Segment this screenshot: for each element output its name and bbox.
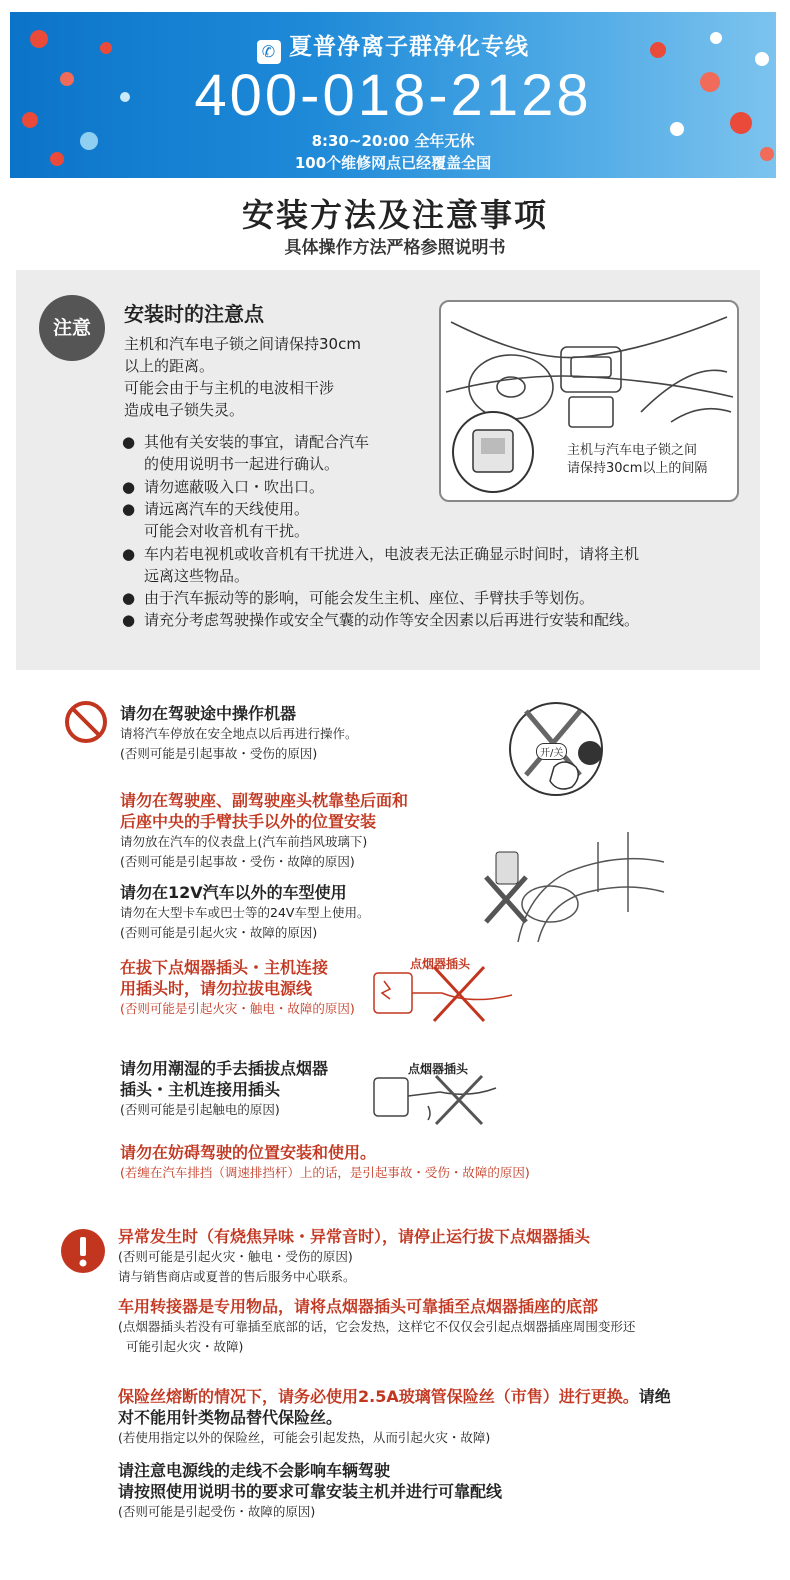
no-operation-illustration (494, 697, 624, 801)
cigarette-plug-pull-illustration (372, 955, 522, 1029)
prohibition-heading: 请勿在驾驶座、副驾驶座头枕靠垫后面和 (120, 791, 409, 810)
exclamation-icon (60, 1228, 106, 1278)
prohibition-item: 请勿在12V汽车以外的车型使用 请勿在大型卡车或巴士等的24V车型上使用。 (否则可能是引起火灾・故障的原因) (120, 883, 370, 940)
hotline-title (10, 28, 776, 64)
prohibition-heading: 在拔下点烟器插头・主机连接 (120, 958, 329, 977)
caution-heading: 保险丝熔断的情况下，请务必使用2.5A玻璃管保险丝（市售）进行更换。 (118, 1387, 639, 1406)
bullet-dot: ● (122, 478, 136, 496)
seat-mount-illustration (478, 832, 668, 951)
bullet-dot: ● (122, 611, 136, 629)
bullet-dot: ● (122, 500, 136, 518)
notice-line: 以上的距离。 (124, 357, 215, 375)
page-title: 安装方法及注意事项 (241, 196, 548, 234)
prohibition-heading: 请勿在驾驶途中操作机器 (120, 704, 297, 723)
prohibition-item: 请勿在妨碍驾驶的位置安装和使用。 (若缠在汽车排挡（调速排挡杆）上的话，是引起事故・受伤・故障的原因) (120, 1143, 530, 1180)
notice-line: 造成电子锁失灵。 (124, 401, 245, 419)
caution-item: 请注意电源线的走线不会影响车辆驾驶 请按照使用说明书的要求可靠安装主机并进行可靠配线 (否则可能是引起受伤・故障的原因) (118, 1461, 503, 1519)
plug-label: 点烟器插头 (410, 957, 471, 971)
notice-bullet: ● 请远离汽车的天线使用。 可能会对收音机有干扰。 (122, 500, 310, 540)
illustration-caption: 主机与汽车电子锁之间 请保持30cm以上的间隔 (567, 443, 708, 476)
phone-icon: ✆ (257, 40, 281, 64)
caution-item: 车用转接器是专用物品，请将点烟器插头可靠插至点烟器插座的底部 (点烟器插头若没有可靠插至底部的话，它会发热，这样它不仅仅会引起点烟器插座周围变形还 可能引起火灾・故障) (118, 1296, 768, 1357)
caution-item: 保险丝熔断的情况下，请务必使用2.5A玻璃管保险丝（市售）进行更换。请绝 对不能用针类物品替代保险丝。 (若使用指定以外的保险丝，可能会引起发热，从而引起火灾・故障) (118, 1387, 671, 1445)
bullet-dot: ● (122, 433, 136, 451)
caution-heading: 车用转接器是专用物品，请将点烟器插头可靠插至点烟器插座的底部 (118, 1297, 599, 1316)
car-interior-illustration (439, 300, 739, 502)
caution-heading: 请注意电源线的走线不会影响车辆驾驶 (118, 1461, 391, 1480)
notice-paragraph (124, 333, 361, 421)
caution-heading: 异常发生时（有烧焦异味・异常音时），请停止运行拔下点烟器插头 (118, 1227, 591, 1246)
notice-bullet: ● 车内若电视机或收音机有干扰进入，电波表无法正确显示时间时，请将主机 远离这些物品。 (122, 545, 640, 585)
phone-number: 400-018-2128 (194, 63, 592, 128)
caution-item: 异常发生时（有烧焦异味・异常音时），请停止运行拔下点烟器插头 (否则可能是引起火灾・触电・受伤的原因) 请与销售商店或夏普的售后服务中心联系。 (118, 1227, 591, 1284)
prohibition-item: 请勿在驾驶途中操作机器 请将汽车停放在安全地点以后再进行操作。 (否则可能是引起事故・受伤的原因) (120, 704, 358, 761)
notice-badge: 注意 (39, 295, 105, 361)
prohibition-heading: 请勿用潮湿的手去插拔点烟器 (120, 1059, 329, 1078)
wet-hand-plug-illustration (370, 1058, 500, 1132)
prohibition-item: 请勿在驾驶座、副驾驶座头枕靠垫后面和 后座中央的手臂扶手以外的位置安装 请勿放在汽车的仪表盘上(汽车前挡风玻璃下) (否则可能是引起事故・受伤・故障的原因) (120, 791, 409, 869)
prohibition-item: 请勿用潮湿的手去插拔点烟器 插头・主机连接用插头 (否则可能是引起触电的原因) (120, 1059, 329, 1117)
switch-label: 开/关 (536, 743, 567, 760)
notice-bullet: ● 其他有关安装的事宜，请配合汽车 的使用说明书一起进行确认。 (122, 433, 370, 473)
prohibited-icon (64, 700, 108, 748)
hotline-title-text: 夏普净离子群净化专线 (289, 34, 529, 60)
service-coverage: 100个维修网点已经覆盖全国 (294, 154, 492, 172)
hotline-banner (10, 12, 776, 178)
prohibition-heading: 请勿在12V汽车以外的车型使用 (120, 883, 347, 902)
notice-bullet: ● 请勿遮蔽吸入口・吹出口。 (122, 478, 325, 496)
notice-line: 主机和汽车电子锁之间请保持30cm (124, 335, 361, 353)
bullet-dot: ● (122, 545, 136, 563)
prohibition-item: 在拔下点烟器插头・主机连接 用插头时，请勿拉拔电源线 (否则可能是引起火灾・触电・故障的原因) (120, 958, 355, 1016)
plug-label: 点烟器插头 (408, 1062, 469, 1076)
bullet-dot: ● (122, 589, 136, 607)
page-subtitle: 具体操作方法严格参照说明书 (284, 238, 506, 258)
notice-bullet: ● 由于汽车振动等的影响，可能会发生主机、座位、手臂扶手等划伤。 (122, 589, 595, 607)
notice-title: 安装时的注意点 (124, 302, 264, 326)
notice-bullet: ● 请充分考虑驾驶操作或安全气囊的动作等安全因素以后再进行安装和配线。 (122, 611, 640, 629)
notice-line: 可能会由于与主机的电波相干涉 (124, 379, 335, 397)
service-hours: 8:30~20:00 全年无休 (311, 132, 475, 150)
prohibition-heading: 请勿在妨碍驾驶的位置安装和使用。 (120, 1143, 377, 1162)
